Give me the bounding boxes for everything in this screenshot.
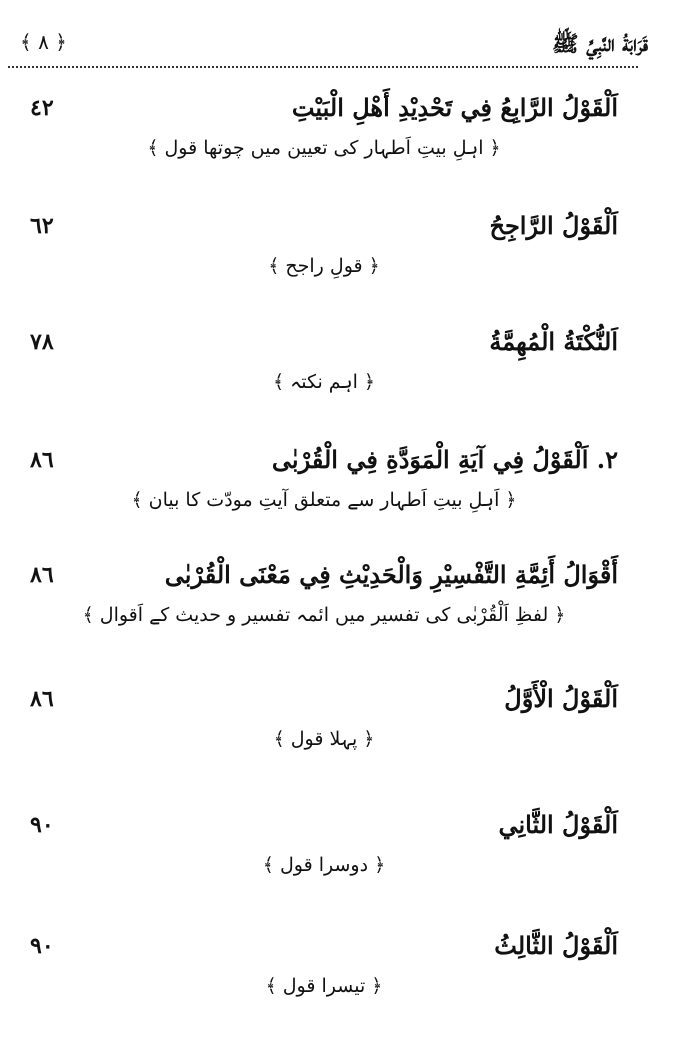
entry-arabic-title: اَلْقَوْلُ الثَّالِثُ [494,931,618,960]
page-header [20,22,648,62]
entry-urdu-subtitle: ﴿ اَہلِ بیتِ اَطہار سے متعلق آیتِ مودّت کا بیان ﴾ [131,489,517,511]
entry-arabic-title: أَقْوَالُ أَئِمَّةِ التَّفْسِيْرِ وَالْحَدِيْثِ فِي مَعْنَى الْقُرْبٰى [164,560,618,589]
entry-arabic-title: اَلْقَوْلُ الثَّانِي [498,810,618,839]
entry-arabic-title: اَلنُّكْتَةُ الْمُهِمَّةُ [489,327,618,356]
page-number: ﴿ ٨ ﴾ [20,30,67,54]
entry-urdu-subtitle: ﴿ پہلا قول ﴾ [273,728,375,750]
entry-arabic-title: اَلْقَوْلُ الْأَوَّلُ [504,684,618,713]
toc-entry[interactable] [30,926,618,1044]
toc-entry[interactable] [30,322,618,440]
entry-page-number: ٦٢ [30,213,54,239]
entry-urdu-subtitle: ﴿ اہم نکتہ ﴾ [272,371,376,393]
entry-urdu-subtitle: ﴿ اہلِ بیتِ اَطہار کی تعیین میں چوتھا قول ﴾ [147,137,501,159]
toc-entry[interactable] [30,555,618,679]
entry-page-number: ٨٦ [30,447,54,473]
header-divider [8,66,638,68]
book-title: قَرَابَةُ النَّبِيِّ ﷺ [552,31,648,57]
toc-entry[interactable] [30,805,618,926]
entry-urdu-subtitle: ﴿ دوسرا قول ﴾ [262,854,386,876]
toc-entry[interactable] [30,206,618,322]
entry-page-number: ٧٨ [30,329,54,355]
entry-arabic-title: ٢. اَلْقَوْلُ فِي آيَةِ الْمَوَدَّةِ فِي الْقُرْبٰى [271,445,618,474]
entry-urdu-subtitle: ﴿ تیسرا قول ﴾ [265,975,383,997]
entry-arabic-title: اَلْقَوْلُ الرَّاجِحُ [489,211,618,240]
entry-urdu-subtitle: ﴿ قولِ راجح ﴾ [268,255,380,277]
toc-entry[interactable] [30,88,618,206]
entry-page-number: ٤٢ [30,95,54,121]
entry-page-number: ٨٦ [30,686,54,712]
entry-page-number: ٨٦ [30,562,54,588]
entry-arabic-title: اَلْقَوْلُ الرَّابِعُ فِي تَحْدِيْدِ أَهْلِ الْبَيْتِ [291,93,618,122]
entry-urdu-subtitle: ﴿ لفظِ اَلْقُرْبٰى کی تفسیر میں ائمہ تفسیر و حدیث کے اَقوال ﴾ [82,604,566,626]
entry-page-number: ٩٠ [30,933,54,959]
toc-entry[interactable] [30,440,618,555]
table-of-contents [30,88,618,1044]
entry-page-number: ٩٠ [30,812,54,838]
toc-entry[interactable] [30,679,618,805]
